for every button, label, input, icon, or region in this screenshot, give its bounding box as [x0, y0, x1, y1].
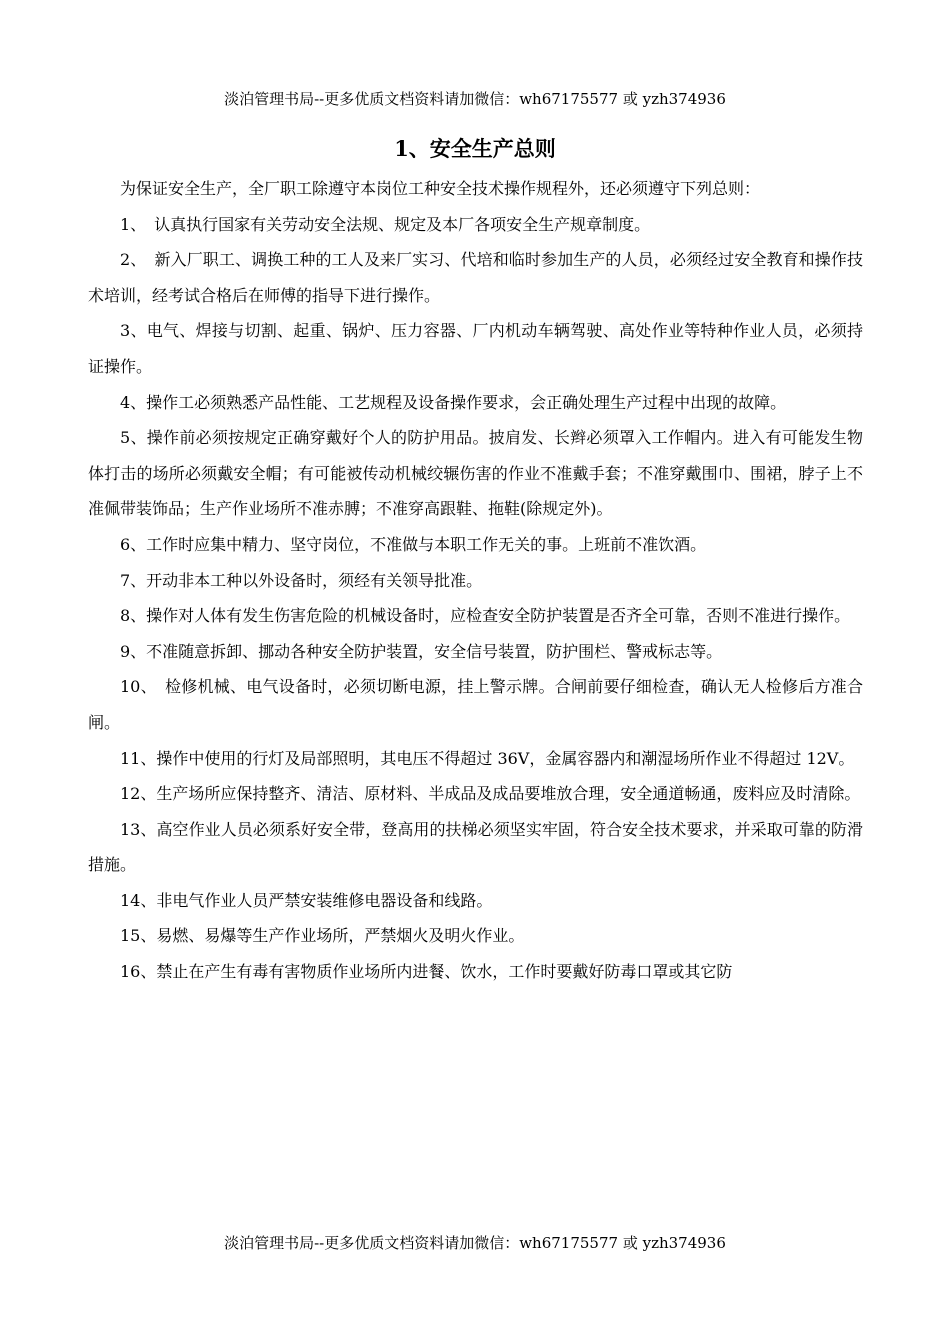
- rule-14: 14、非电气作业人员严禁安装维修电器设备和线路。: [120, 890, 493, 910]
- rule-11: 11、操作中使用的行灯及局部照明，其电压不得超过 36V，金属容器内和潮湿场所作业不得超过 12V。: [120, 748, 855, 768]
- rule-7: 7、开动非本工种以外设备时，须经有关领导批准。: [120, 570, 483, 590]
- document-body: [88, 171, 863, 990]
- rule-16: 16、禁止在产生有毒有害物质作业场所内进餐、饮水，工作时要戴好防毒口罩或其它防: [120, 962, 733, 982]
- rule-5: 5、操作前必须按规定正确穿戴好个人的防护用品。披肩发、长辫必须罩入工作帽内。进入有可能发生物体打击的场所必须戴安全帽；有可能被传动机械绞辗伤害的作业不准戴手套；不准穿戴围巾、围裙，脖子上不准佩带装饰品；生产作业场所不准赤膊；不准穿高跟鞋、拖鞋(除规定外)。: [88, 428, 863, 519]
- rule-6: 6、工作时应集中精力、坚守岗位，不准做与本职工作无关的事。上班前不准饮酒。: [120, 534, 707, 554]
- rule-9: 9、不准随意拆卸、挪动各种安全防护装置，安全信号装置，防护围栏、警戒标志等。: [120, 641, 723, 661]
- rule-10: 10、 检修机械、电气设备时，必须切断电源，挂上警示牌。合闸前要仔细检查，确认无人检修后方准合闸。: [88, 677, 863, 732]
- intro-paragraph: 为保证安全生产，全厂职工除遵守本岗位工种安全技术操作规程外，还必须遵守下列总则：: [120, 179, 761, 198]
- rule-12: 12、生产场所应保持整齐、清洁、原材料、半成品及成品要堆放合理，安全通道畅通，废料应及时清除。: [120, 784, 861, 804]
- rule-15: 15、易燃、易爆等生产作业场所，严禁烟火及明火作业。: [120, 926, 525, 946]
- rule-3: 3、电气、焊接与切割、起重、锅炉、压力容器、厂内机动车辆驾驶、高处作业等特种作业人员，必须持证操作。: [88, 321, 863, 376]
- rule-8: 8、操作对人体有发生伤害危险的机械设备时，应检查安全防护装置是否齐全可靠，否则不准进行操作。: [120, 606, 851, 626]
- rule-13: 13、高空作业人员必须系好安全带，登高用的扶梯必须坚实牢固，符合安全技术要求，并采取可靠的防滑措施。: [88, 819, 863, 875]
- rule-1: 1、 认真执行国家有关劳动安全法规、规定及本厂各项安全生产规章制度。: [120, 214, 651, 234]
- page-footer: 淡泊管理书局--更多优质文档资料请加微信：wh67175577 或 yzh374936: [224, 1234, 726, 1252]
- document-title: 1、安全生产总则: [394, 136, 556, 161]
- page-header: 淡泊管理书局--更多优质文档资料请加微信：wh67175577 或 yzh374936: [224, 90, 726, 108]
- rule-2: 2、 新入厂职工、调换工种的工人及来厂实习、代培和临时参加生产的人员，必须经过安全教育和操作技术培训，经考试合格后在师傅的指导下进行操作。: [88, 250, 863, 305]
- rule-4: 4、操作工必须熟悉产品性能、工艺规程及设备操作要求，会正确处理生产过程中出现的故障。: [120, 392, 787, 412]
